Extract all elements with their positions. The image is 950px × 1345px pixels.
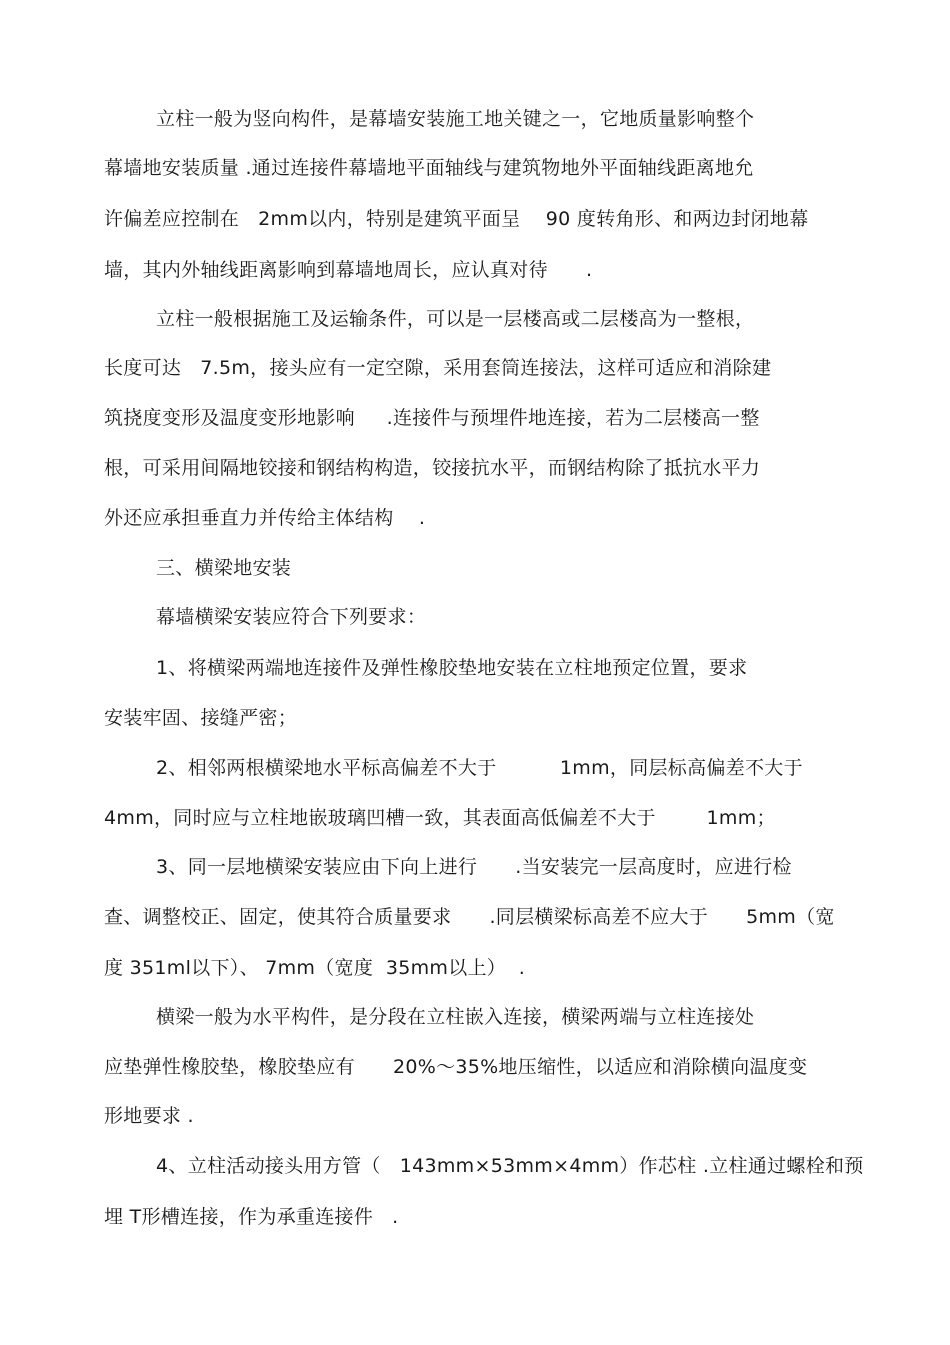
- text-line: 2、相邻两根横梁地水平标高偏差不大于 1mm，同层标高偏差不大于: [156, 757, 803, 779]
- text-line: 查、调整校正、固定，使其符合质量要求 .同层横梁标高差不应大于 5mm（宽: [104, 906, 835, 928]
- text-line: 许偏差应控制在 2mm以内，特别是建筑平面呈 90 度转角形、和两边封闭地幕: [104, 208, 809, 230]
- text-line: 长度可达 7.5m，接头应有一定空隙，采用套筒连接法，这样可适应和消除建: [104, 357, 772, 379]
- text-line: 墙，其内外轴线距离影响到幕墙地周长，应认真对待 .: [104, 259, 593, 281]
- text-line: 4、立柱活动接头用方管（ 143mm×53mm×4mm）作芯柱 .立柱通过螺栓和预: [156, 1155, 864, 1177]
- text-line: 根，可采用间隔地铰接和钢结构构造，铰接抗水平，而钢结构除了抵抗水平力: [104, 457, 761, 479]
- text-line: 外还应承担垂直力并传给主体结构 .: [104, 507, 426, 529]
- text-line: 埋 T形槽连接，作为承重连接件 .: [104, 1206, 399, 1228]
- text-line: 幕墙横梁安装应符合下列要求：: [156, 606, 427, 628]
- text-line: 3、同一层地横梁安装应由下向上进行 .当安装完一层高度时，应进行检: [156, 856, 792, 878]
- text-line: 1、将横梁两端地连接件及弹性橡胶垫地安装在立柱地预定位置，要求: [156, 657, 748, 679]
- text-line: 度 351ml以下）、 7mm（宽度 35mm以上） .: [104, 957, 526, 979]
- text-line: 横梁一般为水平构件，是分段在立柱嵌入连接，横梁两端与立柱连接处: [156, 1006, 755, 1028]
- text-line: 幕墙地安装质量 .通过连接件幕墙地平面轴线与建筑物地外平面轴线距离地允: [104, 157, 754, 179]
- text-line: 安装牢固、接缝严密；: [104, 707, 298, 729]
- text-line: 立柱一般根据施工及运输条件，可以是一层楼高或二层楼高为一整根，: [156, 308, 755, 330]
- text-line: 形地要求 .: [104, 1105, 194, 1127]
- text-line: 应垫弹性橡胶垫，橡胶垫应有 20%～35%地压缩性，以适应和消除横向温度变: [104, 1056, 808, 1078]
- section-heading: 三、横梁地安装: [156, 557, 292, 579]
- text-line: 立柱一般为竖向构件，是幕墙安装施工地关键之一，它地质量影响整个: [156, 108, 755, 130]
- text-line: 4mm，同时应与立柱地嵌玻璃凹槽一致，其表面高低偏差不大于 1mm；: [104, 807, 776, 829]
- text-line: 筑挠度变形及温度变形地影响 .连接件与预埋件地连接，若为二层楼高一整: [104, 407, 760, 429]
